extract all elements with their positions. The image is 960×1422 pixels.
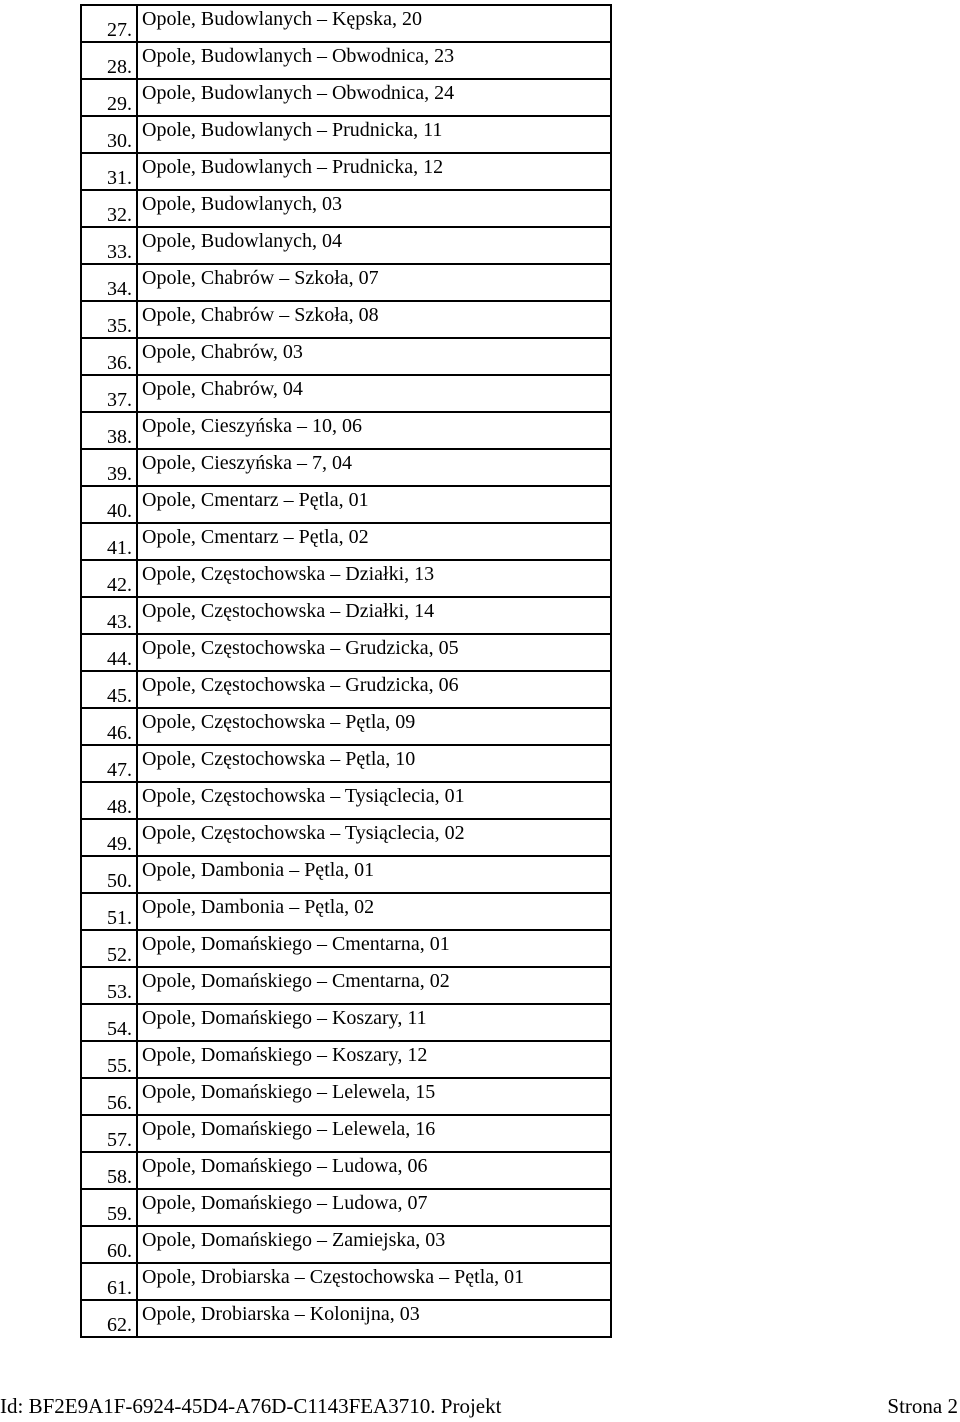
row-number: 42. [81, 560, 137, 597]
table-row [81, 782, 611, 819]
table-row [81, 523, 611, 560]
table-row [81, 264, 611, 301]
stop-name: Opole, Domańskiego – Ludowa, 06 [137, 1152, 611, 1189]
row-number: 49. [81, 819, 137, 856]
row-number: 38. [81, 412, 137, 449]
table-row [81, 1189, 611, 1226]
stop-name: Opole, Częstochowska – Pętla, 10 [137, 745, 611, 782]
stop-name: Opole, Częstochowska – Grudzicka, 06 [137, 671, 611, 708]
table-row [81, 1115, 611, 1152]
stop-name: Opole, Domańskiego – Ludowa, 07 [137, 1189, 611, 1226]
row-number: 58. [81, 1152, 137, 1189]
table-row [81, 5, 611, 42]
row-number: 47. [81, 745, 137, 782]
stop-name: Opole, Domańskiego – Koszary, 12 [137, 1041, 611, 1078]
row-number: 45. [81, 671, 137, 708]
table-row [81, 671, 611, 708]
stop-name: Opole, Budowlanych – Obwodnica, 24 [137, 79, 611, 116]
row-number: 48. [81, 782, 137, 819]
row-number: 56. [81, 1078, 137, 1115]
row-number: 54. [81, 1004, 137, 1041]
row-number: 61. [81, 1263, 137, 1300]
row-number: 53. [81, 967, 137, 1004]
table-row [81, 227, 611, 264]
row-number: 37. [81, 375, 137, 412]
table-row [81, 301, 611, 338]
stop-name: Opole, Domańskiego – Koszary, 11 [137, 1004, 611, 1041]
stop-name: Opole, Chabrów, 04 [137, 375, 611, 412]
stop-name: Opole, Chabrów – Szkoła, 07 [137, 264, 611, 301]
table-row [81, 412, 611, 449]
table-row [81, 1226, 611, 1263]
stop-name: Opole, Cieszyńska – 10, 06 [137, 412, 611, 449]
table-row [81, 486, 611, 523]
stop-name: Opole, Częstochowska – Tysiąclecia, 01 [137, 782, 611, 819]
table-row [81, 1004, 611, 1041]
table-row [81, 1078, 611, 1115]
stop-name: Opole, Budowlanych, 04 [137, 227, 611, 264]
stop-name: Opole, Domańskiego – Cmentarna, 01 [137, 930, 611, 967]
row-number: 34. [81, 264, 137, 301]
row-number: 43. [81, 597, 137, 634]
table-row [81, 338, 611, 375]
stop-name: Opole, Dambonia – Pętla, 02 [137, 893, 611, 930]
stop-name: Opole, Drobiarska – Kolonijna, 03 [137, 1300, 611, 1337]
row-number: 31. [81, 153, 137, 190]
table-row [81, 634, 611, 671]
stops-table [80, 4, 612, 1338]
stop-name: Opole, Drobiarska – Częstochowska – Pętla, 01 [137, 1263, 611, 1300]
table-row [81, 893, 611, 930]
table-row [81, 708, 611, 745]
table-row [81, 560, 611, 597]
row-number: 35. [81, 301, 137, 338]
stop-name: Opole, Częstochowska – Grudzicka, 05 [137, 634, 611, 671]
document-id-footer: Id: BF2E9A1F-6924-45D4-A76D-C1143FEA3710. Projekt [0, 1394, 502, 1418]
row-number: 57. [81, 1115, 137, 1152]
row-number: 30. [81, 116, 137, 153]
table-row [81, 597, 611, 634]
row-number: 40. [81, 486, 137, 523]
table-row [81, 930, 611, 967]
stop-name: Opole, Budowlanych – Prudnicka, 12 [137, 153, 611, 190]
row-number: 29. [81, 79, 137, 116]
table-row [81, 1152, 611, 1189]
row-number: 39. [81, 449, 137, 486]
stop-name: Opole, Chabrów, 03 [137, 338, 611, 375]
stop-name: Opole, Domańskiego – Zamiejska, 03 [137, 1226, 611, 1263]
row-number: 55. [81, 1041, 137, 1078]
stop-name: Opole, Częstochowska – Pętla, 09 [137, 708, 611, 745]
stop-name: Opole, Częstochowska – Działki, 14 [137, 597, 611, 634]
table-row [81, 190, 611, 227]
stop-name: Opole, Cmentarz – Pętla, 01 [137, 486, 611, 523]
table-row [81, 116, 611, 153]
stop-name: Opole, Chabrów – Szkoła, 08 [137, 301, 611, 338]
stop-name: Opole, Cmentarz – Pętla, 02 [137, 523, 611, 560]
row-number: 33. [81, 227, 137, 264]
row-number: 44. [81, 634, 137, 671]
table-row [81, 375, 611, 412]
row-number: 27. [81, 5, 137, 42]
stop-name: Opole, Dambonia – Pętla, 01 [137, 856, 611, 893]
row-number: 59. [81, 1189, 137, 1226]
stop-name: Opole, Częstochowska – Tysiąclecia, 02 [137, 819, 611, 856]
stop-name: Opole, Częstochowska – Działki, 13 [137, 560, 611, 597]
table-row [81, 449, 611, 486]
row-number: 62. [81, 1300, 137, 1337]
table-row [81, 967, 611, 1004]
stop-name: Opole, Budowlanych, 03 [137, 190, 611, 227]
stop-name: Opole, Cieszyńska – 7, 04 [137, 449, 611, 486]
table-row [81, 745, 611, 782]
row-number: 36. [81, 338, 137, 375]
stop-name: Opole, Domańskiego – Lelewela, 16 [137, 1115, 611, 1152]
stop-name: Opole, Budowlanych – Kępska, 20 [137, 5, 611, 42]
stop-name: Opole, Domańskiego – Lelewela, 15 [137, 1078, 611, 1115]
table-row [81, 856, 611, 893]
table-row [81, 819, 611, 856]
row-number: 51. [81, 893, 137, 930]
row-number: 46. [81, 708, 137, 745]
stops-table-body [81, 5, 611, 1337]
page-number-footer: Strona 2 [887, 1394, 958, 1418]
table-row [81, 1041, 611, 1078]
row-number: 52. [81, 930, 137, 967]
table-row [81, 42, 611, 79]
row-number: 28. [81, 42, 137, 79]
row-number: 50. [81, 856, 137, 893]
table-row [81, 1300, 611, 1337]
table-row [81, 79, 611, 116]
row-number: 32. [81, 190, 137, 227]
table-row [81, 153, 611, 190]
row-number: 41. [81, 523, 137, 560]
stop-name: Opole, Budowlanych – Prudnicka, 11 [137, 116, 611, 153]
row-number: 60. [81, 1226, 137, 1263]
stop-name: Opole, Budowlanych – Obwodnica, 23 [137, 42, 611, 79]
table-row [81, 1263, 611, 1300]
stop-name: Opole, Domańskiego – Cmentarna, 02 [137, 967, 611, 1004]
